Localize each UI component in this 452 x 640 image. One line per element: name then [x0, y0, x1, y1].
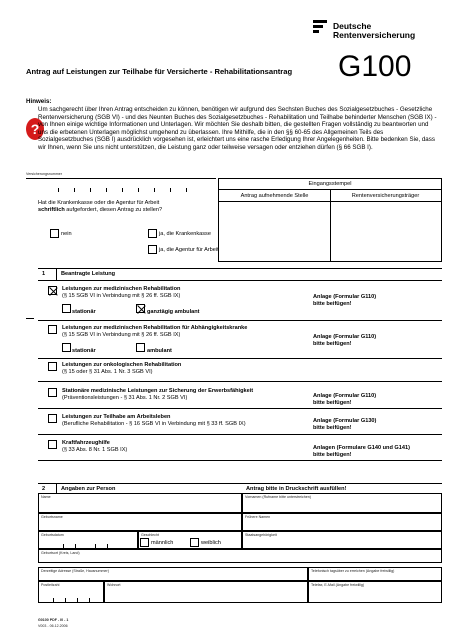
ganztaegig-checkbox[interactable]	[136, 304, 145, 313]
leistung-checkbox-abhaengigkeit[interactable]	[48, 325, 57, 334]
leistung-checkbox-praevention[interactable]	[48, 388, 57, 397]
stamp-area	[218, 178, 442, 262]
stamp-title: Eingangsstempel	[308, 181, 352, 187]
stationaer-checkbox[interactable]	[62, 304, 71, 313]
leistung-checkbox-onko[interactable]	[48, 362, 57, 371]
leistung-title-kfz: Kraftfahrzeughilfe	[62, 440, 110, 446]
leistung-law-arbeitsleben: (Berufliche Rehabilitation - § 16 SGB VI in Verbindung mit § 33 ff. SGB IX)	[62, 421, 246, 427]
leistung-law-kfz: (§ 33 Abs. 8 Nr. 1 SGB IX)	[62, 447, 128, 453]
geburtsdatum-field[interactable]: Geburtsdatum	[38, 531, 138, 549]
weiblich-label: weiblich	[201, 540, 221, 546]
fruehere-namen-field[interactable]: Frühere Namen	[242, 513, 442, 531]
adresse-field[interactable]: Derzeitige Adresse (Straße, Hausnummer)	[38, 567, 308, 581]
wohnort-field[interactable]: Wohnort	[104, 581, 308, 603]
logo-text	[333, 22, 415, 40]
leistung-law-praevention: (Präventionsleistungen - § 31 Abs. 1 Nr. 2 SGB VI)	[62, 395, 188, 401]
vnr-label: Versicherungsnummer	[26, 172, 62, 176]
stationaer-checkbox-2[interactable]	[62, 343, 71, 352]
footer-line1: G0100 PDF - I0 - 1	[38, 618, 69, 622]
stationaer-label-2: stationär	[72, 348, 96, 354]
leistung-law-med-reha: (§ 15 SGB VI in Verbindung mit § 26 ff. SGB IX)	[62, 293, 181, 299]
question-text: Hat die Krankenkasse oder die Agentur für Arbeit schriftlich aufgefordert, diesen Antrag zu stellen?	[38, 200, 163, 213]
form-title: Antrag auf Leistungen zur Teilhabe für Versicherte - Rehabilitationsantrag	[26, 67, 293, 76]
stamp-col1: Antrag aufnehmende Stelle	[240, 193, 309, 199]
leistung-checkbox-med-reha[interactable]	[48, 286, 57, 295]
footer-line2: V003 - 06.12.2006	[38, 624, 68, 628]
maennlich-checkbox[interactable]	[140, 538, 149, 547]
leistung-title-med-reha: Leistungen zur medizinischen Rehabilitation	[62, 286, 181, 292]
leistung-note-abhaengigkeit: Anlage (Formular G110) bitte beifügen!	[313, 334, 377, 347]
leistung-title-praevention: Stationäre medizinische Leistungen zur Sicherung der Erwerbsfähigkeit	[62, 388, 254, 394]
stamp-col2: Rentenversicherungsträger	[351, 193, 420, 199]
nein-checkbox[interactable]	[50, 229, 59, 238]
leistung-note-med-reha: Anlage (Formular G110) bitte beifügen!	[313, 294, 377, 307]
section1-number: 1	[42, 271, 46, 277]
krankenkasse-checkbox[interactable]	[148, 229, 157, 238]
logo-line1: Deutsche	[333, 21, 372, 31]
agentur-checkbox[interactable]	[148, 245, 157, 254]
geburtsort-field[interactable]: Geburtsort (Kreis, Land)	[38, 549, 442, 563]
question-mark-icon: ?	[26, 118, 44, 140]
geburtsname-field[interactable]: Geburtsname	[38, 513, 242, 531]
vornamen-field[interactable]: Vornamen (Rufname bitte unterstreichen)	[242, 493, 442, 513]
hint-title: Hinweis:	[26, 98, 52, 105]
drv-logo-icon	[313, 20, 329, 34]
telefon-field[interactable]: Telefonisch tagsüber zu erreichen (Angabe freiwillig)	[308, 567, 442, 581]
ganztaegig-label: ganztägig ambulant	[147, 309, 200, 315]
krankenkasse-label: ja, die Krankenkasse	[159, 231, 211, 237]
druckschrift-note: Antrag bitte in Druckschrift ausfüllen!	[246, 486, 347, 492]
weiblich-checkbox[interactable]	[190, 538, 199, 547]
telefax-field[interactable]: Telefax, E-Mail (Angabe freiwillig)	[308, 581, 442, 603]
ambulant-label: ambulant	[147, 348, 172, 354]
form-code: G100	[338, 50, 412, 83]
leistung-checkbox-kfz[interactable]	[48, 440, 57, 449]
leistung-law-abhaengigkeit: (§ 15 SGB VI in Verbindung mit § 26 ff. SGB IX)	[62, 332, 181, 338]
leistung-note-kfz: Anlagen (Formulare G140 und G141) bitte beifügen!	[313, 445, 410, 458]
leistung-title-arbeitsleben: Leistungen zur Teilhabe am Arbeitsleben	[62, 414, 171, 420]
leistung-law-onko: (§ 15 oder § 31 Abs. 1 Nr. 3 SGB VI)	[62, 369, 153, 375]
agentur-label: ja, die Agentur für Arbeit	[159, 247, 219, 253]
leistung-note-praevention: Anlage (Formular G110) bitte beifügen!	[313, 393, 377, 406]
plz-field[interactable]: Postleitzahl	[38, 581, 104, 603]
maennlich-label: männlich	[151, 540, 174, 546]
leistung-title-onko: Leistungen zur onkologischen Rehabilitation	[62, 362, 182, 368]
vnr-field[interactable]	[26, 178, 216, 192]
nein-label: nein	[61, 231, 72, 237]
logo-line2: Rentenversicherung	[333, 30, 416, 40]
stationaer-label: stationär	[72, 309, 96, 315]
staatsangehoerigkeit-field[interactable]: Staatsangehörigkeit	[242, 531, 442, 549]
leistung-checkbox-arbeitsleben[interactable]	[48, 414, 57, 423]
hint-text: Um sachgerecht über Ihren Antrag entscheiden zu können, benötigen wir aufgrund des Sechsten Buches des Sozialgesetzbuches - Gesetzliche Rentenversicherung (SGB VI) - und des Neunten Buches des Sozialgesetzbuches - Rehabilitation und Teilhabe behinderter Menschen (SGB IX) - von Ihnen einige wichtige Informationen und Unterlagen. Wir möchten Sie deshalb bitten, die gestellten Fragen vollständig zu beantworten und uns die erbetenen Unterlagen möglichst umgehend zu überlassen. Ihre Mithilfe, die in den §§ 60-65 des Allgemeinen Teils des Sozialgesetzbuches (SGB I) ausdrücklich vorgesehen ist, erleichtert uns eine rasche Erledigung Ihrer Angelegenheiten. Bitte bedenken Sie, dass wir Ihnen, wenn Sie uns nicht unterstützen, die Leistung ganz oder teilweise versagen oder entziehen dürfen (§ 66 SGB I).	[38, 106, 437, 151]
leistung-title-abhaengigkeit: Leistungen zur medizinischen Rehabilitation für Abhängigkeitskranke	[62, 325, 248, 331]
name-field[interactable]: Name	[38, 493, 242, 513]
leistung-note-arbeitsleben: Anlage (Formular G130) bitte beifügen!	[313, 418, 377, 431]
section2-number: 2	[42, 486, 46, 492]
section1-title: Beantragte Leistung	[61, 271, 116, 277]
geschlecht-field: Geschlecht	[138, 531, 242, 549]
section2-title: Angaben zur Person	[61, 486, 116, 492]
ambulant-checkbox[interactable]	[136, 343, 145, 352]
